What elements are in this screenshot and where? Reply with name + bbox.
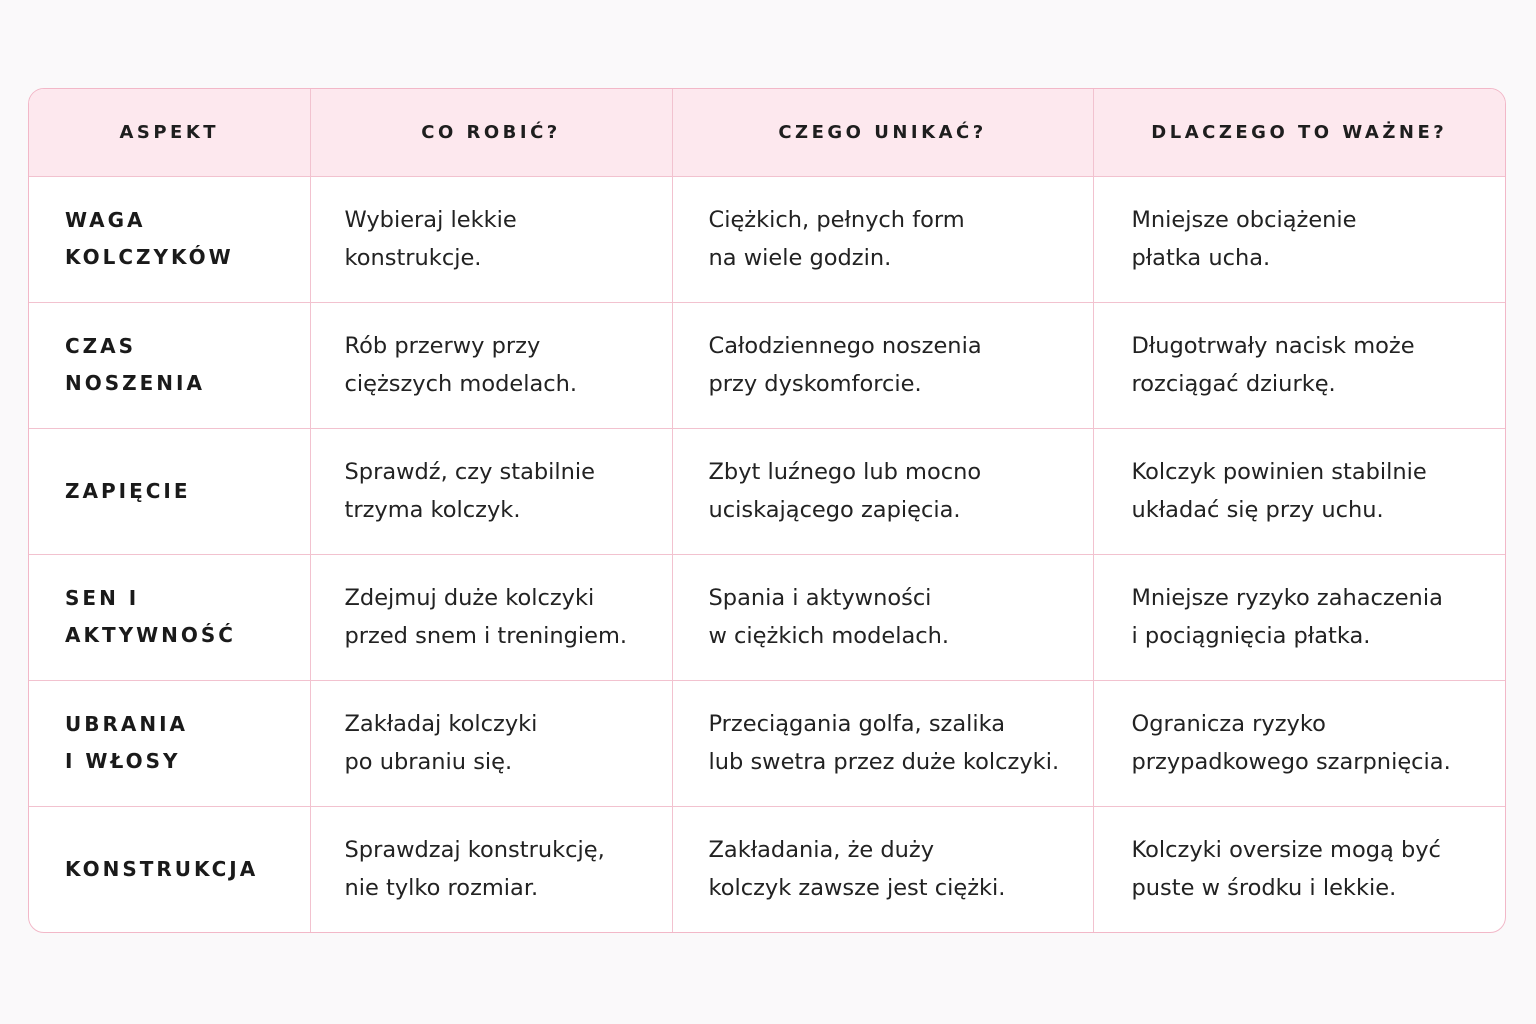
avoid-cell-line: uciskającego zapięcia. [708,497,961,523]
why-cell [1093,176,1505,302]
header-what-to-do: CO ROBIĆ? [310,89,672,176]
table-row [29,428,1505,554]
aspect-cell-line: NOSZENIA [65,371,205,395]
earring-care-table [28,88,1506,933]
aspect-cell-line: WAGA [65,208,146,232]
why-cell-line: Długotrwały nacisk może [1131,333,1415,359]
table-row [29,680,1505,806]
do-cell-line: po ubraniu się. [344,749,513,775]
avoid-cell-line: kolczyk zawsze jest ciężki. [708,875,1006,902]
do-cell [310,428,672,554]
why-cell-line: przypadkowego szarpnięcia. [1131,749,1451,775]
avoid-cell-line: lub swetra przez duże kolczyki. [708,749,1060,775]
aspect-cell [29,176,310,302]
why-cell-line: układać się przy uchu. [1131,497,1384,523]
do-cell [310,680,672,806]
do-cell-line: trzyma kolczyk. [344,497,521,523]
do-cell-line: Zdejmuj duże kolczyki [344,585,595,611]
avoid-cell-line: Zakładania, że duży [708,837,935,864]
do-cell-line: Sprawdź, czy stabilnie [344,459,596,485]
aspect-cell [29,302,310,428]
do-cell [310,554,672,680]
why-cell [1093,680,1505,806]
avoid-cell-line: Całodziennego noszenia [708,333,982,359]
aspect-cell-line: KONSTRUKCJA [65,856,259,881]
table-row [29,302,1505,428]
avoid-cell-line: Zbyt luźnego lub mocno [708,459,982,485]
why-cell-line: Ogranicza ryzyko [1131,711,1326,737]
do-cell [310,806,672,932]
why-cell [1093,428,1505,554]
header-what-to-avoid: CZEGO UNIKAĆ? [672,89,1093,176]
comparison-table [29,89,1505,932]
table-row [29,176,1505,302]
avoid-cell [672,680,1093,806]
why-cell-line: rozciągać dziurkę. [1131,371,1336,397]
avoid-cell-line: przy dyskomforcie. [708,371,922,397]
avoid-cell [672,176,1093,302]
aspect-cell [29,428,310,554]
avoid-cell [672,302,1093,428]
avoid-cell-line: Ciężkich, pełnych form [708,207,965,233]
table-row [29,806,1505,932]
why-cell-line: Mniejsze ryzyko zahaczenia [1131,585,1443,611]
table-header-row [29,89,1505,176]
why-cell [1093,554,1505,680]
avoid-cell-line: Przeciągania golfa, szalika [708,711,1006,737]
do-cell-line: Wybieraj lekkie [344,207,517,233]
table-body [29,176,1505,932]
header-aspect: ASPEKT [29,89,310,176]
aspect-cell-line: AKTYWNOŚĆ [65,623,236,647]
aspect-cell-line: I WŁOSY [65,749,181,773]
why-cell-line: płatka ucha. [1131,245,1271,271]
do-cell-line: nie tylko rozmiar. [344,875,539,902]
aspect-cell-line: KOLCZYKÓW [65,245,234,269]
aspect-cell [29,806,310,932]
aspect-cell [29,680,310,806]
avoid-cell-line: Spania i aktywności [708,585,932,611]
aspect-cell [29,554,310,680]
avoid-cell-line: na wiele godzin. [708,245,892,271]
table-row [29,554,1505,680]
header-why-important: DLACZEGO TO WAŻNE? [1093,89,1505,176]
why-cell-line: Kolczyk powinien stabilnie [1131,459,1427,485]
do-cell-line: Rób przerwy przy [344,333,541,359]
do-cell-line: Zakładaj kolczyki [344,711,538,737]
why-cell [1093,806,1505,932]
why-cell-line: i pociągnięcia płatka. [1131,623,1371,649]
avoid-cell-line: w ciężkich modelach. [708,623,950,649]
aspect-cell-line: UBRANIA [65,712,189,736]
why-cell-line: Kolczyki oversize mogą być [1131,837,1441,864]
do-cell [310,176,672,302]
do-cell-line: cięższych modelach. [344,371,578,397]
aspect-cell-line: ZAPIĘCIE [65,478,191,503]
avoid-cell [672,554,1093,680]
aspect-cell-line: SEN I [65,586,140,610]
avoid-cell [672,428,1093,554]
aspect-cell-line: CZAS [65,334,137,358]
why-cell-line: puste w środku i lekkie. [1131,875,1397,902]
do-cell [310,302,672,428]
why-cell [1093,302,1505,428]
avoid-cell [672,806,1093,932]
do-cell-line: przed snem i treningiem. [344,623,628,649]
do-cell-line: konstrukcje. [344,245,482,271]
do-cell-line: Sprawdzaj konstrukcję, [344,837,605,864]
why-cell-line: Mniejsze obciążenie [1131,207,1357,233]
